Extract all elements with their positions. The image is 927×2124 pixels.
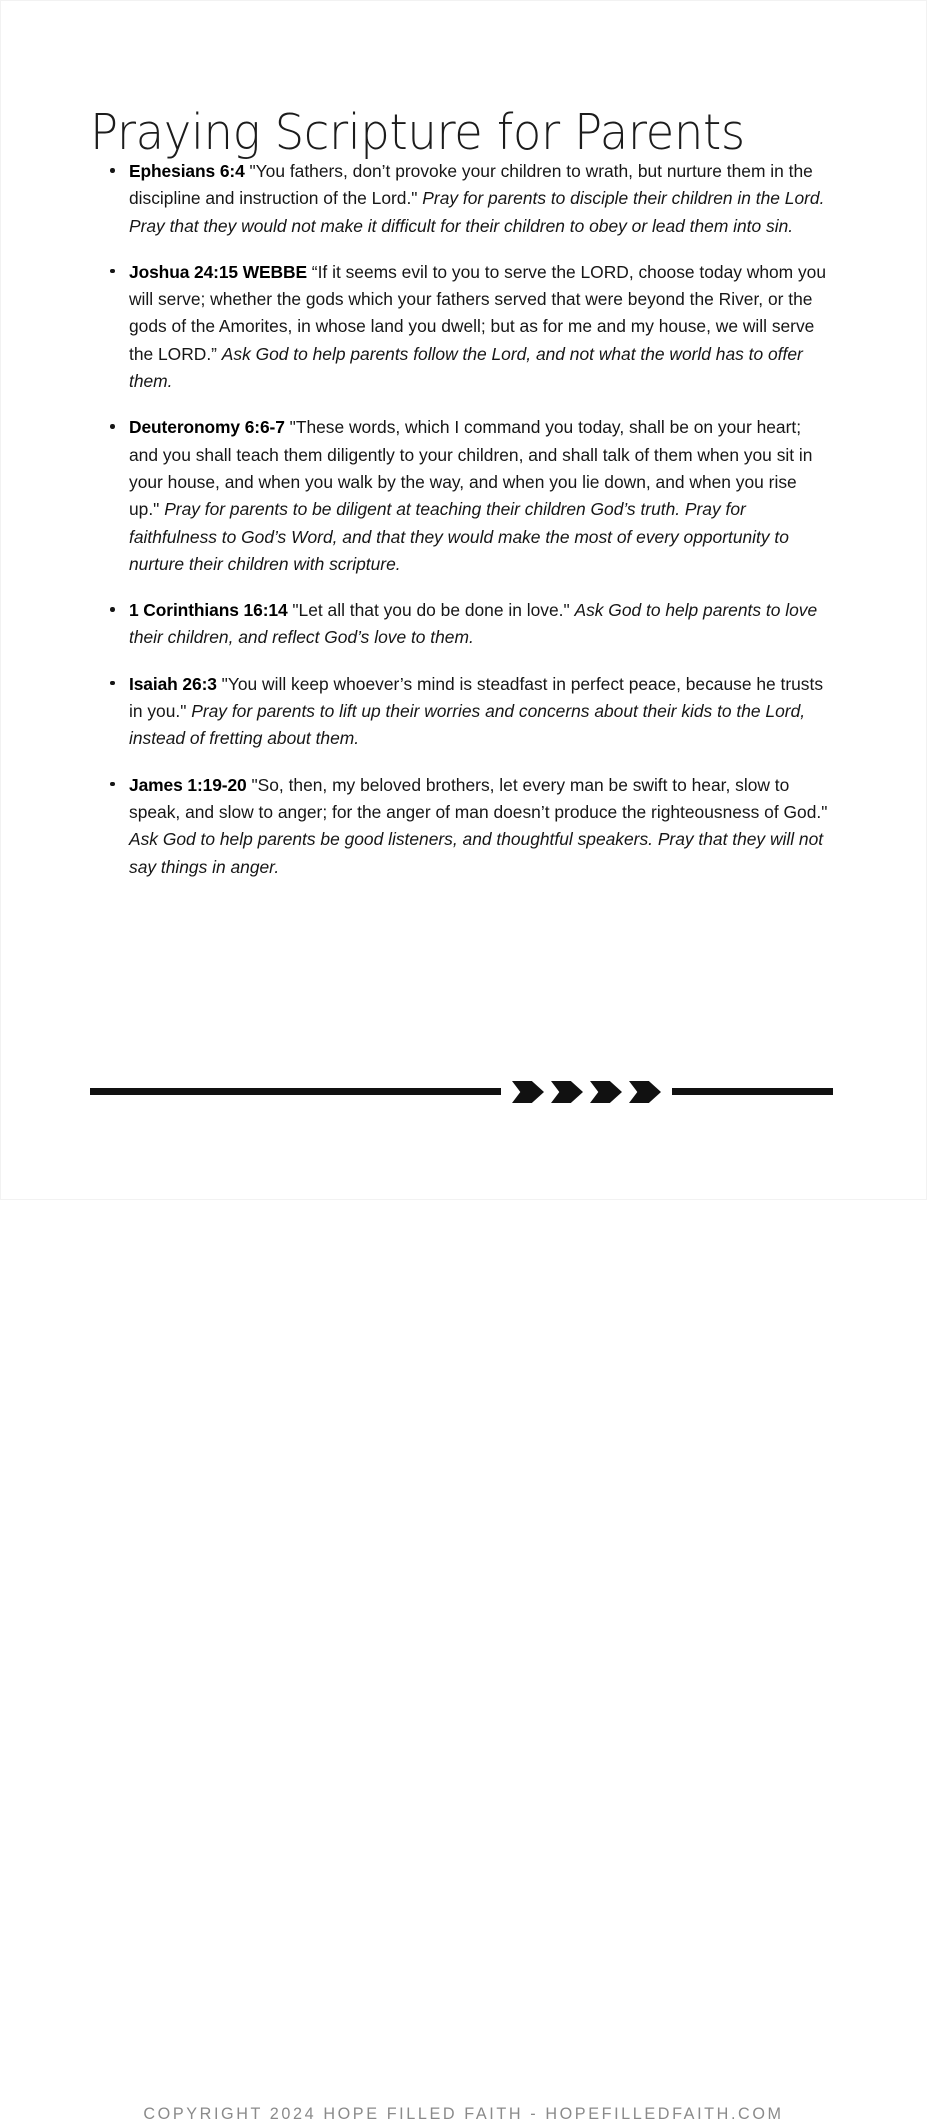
prayer-prompt: Pray for parents to disciple their children in the Lord. Pray that they would not make it difficult for their children to obey or lead them into sin. xyxy=(129,188,825,236)
prayer-prompt: Ask God to help parents be good listeners, and thoughtful speakers. Pray that they will not say things in anger. xyxy=(129,829,824,877)
prayer-prompt: Pray for parents to be diligent at teaching their children God’s truth. Pray for faithfulness to God’s Word, and that they would make the most of every opportunity to nurture their children with scripture. xyxy=(129,499,789,574)
list-item xyxy=(108,259,830,395)
prayer-prompt: Ask God to help parents to love their children, and reflect God’s love to them. xyxy=(129,600,818,648)
chevron-right-icon xyxy=(512,1081,544,1103)
bullet-icon xyxy=(110,607,115,612)
verse-reference: Joshua 24:15 WEBBE xyxy=(129,261,307,282)
bullet-icon xyxy=(110,424,115,429)
verse-reference: 1 Corinthians 16:14 xyxy=(129,600,288,621)
verse-quote: "So, then, my beloved brothers, let every man be swift to hear, slow to speak, and slow to anger; for the anger of man doesn’t produce the righteousness of God." xyxy=(129,774,828,822)
verse-quote: "You will keep whoever’s mind is steadfast in perfect peace, because he trusts in you." xyxy=(129,673,824,722)
verse-reference: James 1:19-20 xyxy=(129,774,247,795)
list-item xyxy=(108,414,830,578)
copyright-text: COPYRIGHT 2024 HOPE FILLED FAITH - HOPEFILLEDFAITH.COM xyxy=(143,2105,784,2123)
prayer-prompt: Ask God to help parents follow the Lord, and not what the world has to offer them. xyxy=(129,343,803,392)
verse-quote: "Let all that you do be done in love." xyxy=(287,600,575,621)
verse-quote: "You fathers, don’t provoke your children to wrath, but nurture them in the discipline and instruction of the Lord." xyxy=(129,161,813,209)
list-item xyxy=(108,597,830,652)
footer-rule-right xyxy=(672,1088,833,1095)
bullet-icon xyxy=(110,782,115,787)
prayer-prompt: Pray for parents to lift up their worries and concerns about their kids to the Lord, instead of fretting about them. xyxy=(129,701,806,749)
page-title: Praying Scripture for Parents xyxy=(90,103,745,161)
verse-reference: Isaiah 26:3 xyxy=(129,673,217,694)
bullet-icon xyxy=(110,269,115,274)
list-item xyxy=(108,158,830,240)
verse-quote: "These words, which I command you today, shall be on your heart; and you shall teach them diligently to your children, and shall talk of them when you sit in your house, and when you walk by the way, and when you lie down, and when you rise up." xyxy=(129,417,813,520)
footer-arrow-group xyxy=(512,1081,661,1103)
verse-reference: Ephesians 6:4 xyxy=(129,161,245,181)
list-item xyxy=(108,671,830,753)
chevron-right-icon xyxy=(551,1081,583,1103)
verse-quote: “If it seems evil to you to serve the LORD, choose today whom you will serve; whether the gods which your fathers served that were beyond the River, or the gods of the Amorites, in whose land you dwell; but as for me and my house, we will serve the LORD.” xyxy=(129,261,827,364)
bullet-icon xyxy=(110,168,115,173)
verse-reference: Deuteronomy 6:6-7 xyxy=(129,417,285,438)
chevron-right-icon xyxy=(590,1081,622,1103)
bullet-icon xyxy=(110,681,115,686)
page-footer xyxy=(0,1080,927,2123)
footer-rule-left xyxy=(90,1088,501,1095)
verse-list xyxy=(108,158,830,881)
list-item xyxy=(108,772,830,881)
verse-list-container xyxy=(108,158,830,881)
chevron-right-icon xyxy=(629,1081,661,1103)
